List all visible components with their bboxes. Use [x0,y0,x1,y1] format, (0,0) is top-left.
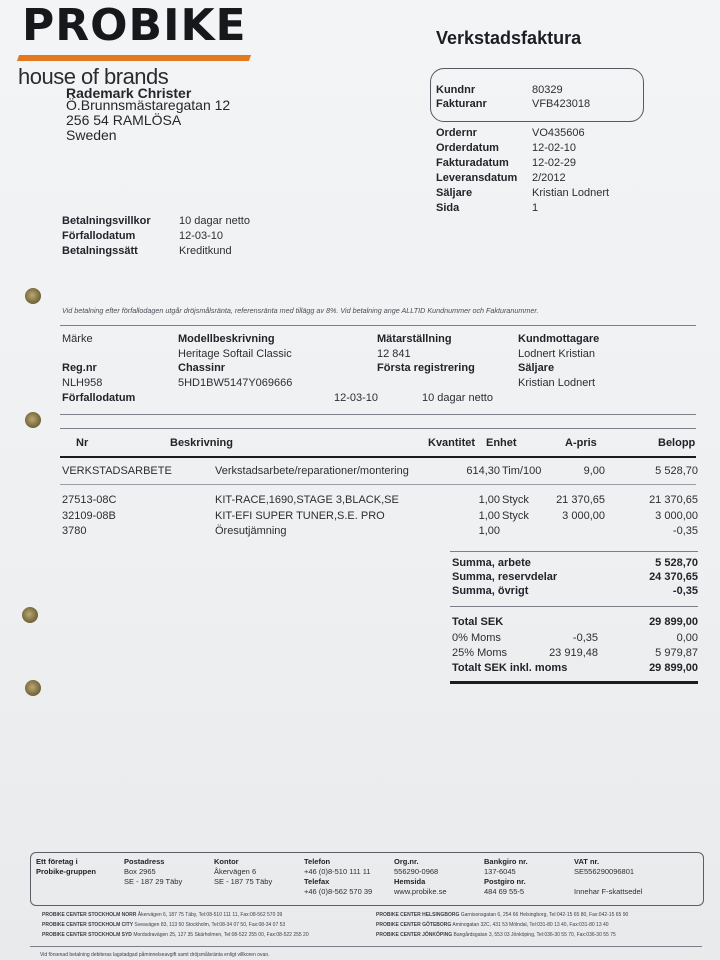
row-amount: 5 528,70 [655,465,698,477]
row-price: 3 000,00 [562,510,605,522]
kundnr-value: 80329 [532,84,563,96]
order-info [436,127,636,217]
divider [60,484,696,485]
total-sek-value: 29 899,00 [649,616,698,628]
divider [60,325,696,326]
col-header-belopp: Belopp [658,437,696,449]
divider [30,946,702,947]
summa-reservdelar-value: 24 370,65 [649,571,698,583]
vehicle-villkor-value: 10 dagar netto [422,392,493,404]
vehicle-saljare-label: Säljare [518,362,555,374]
row-desc: Verkstadsarbete/reparationer/montering [215,465,409,477]
moms0-value: 0,00 [676,632,698,644]
header-underline [60,456,696,458]
footer-postgiro-label: Postgiro nr. [484,877,526,886]
betalningssatt-value: Kreditkund [179,245,232,257]
modell-label: Modellbeskrivning [178,333,275,345]
row-desc: KIT-EFI SUPER TUNER,S.E. PRO [215,510,385,522]
col-header-kvantitet: Kvantitet [428,437,476,449]
recipient-street: Ö.Brunnsmästaregatan 12 [66,97,231,113]
footer-telefon: +46 (0)8-510 111 11 [304,867,371,876]
center-goteborg: PROBIKE CENTER GÖTEBORG Aminogatan 32C, 431 53 Mölndal, Tel:031-80 13 40, Fax:031-80 13 40 [376,922,609,928]
row-qty: 1,00 [478,510,500,522]
footer-company-line2: Probike-gruppen [36,867,97,876]
footer-kontor-1: Åkervägen 6 [214,867,257,876]
footer-bankgiro: 137-6045 [484,867,516,876]
footer-company-line1: Ett företag i [36,857,78,866]
grand-total-underline [450,681,698,684]
divider [60,428,696,429]
punch-hole [25,680,41,696]
row-nr: 3780 [62,525,87,537]
footer-telefax-label: Telefax [304,877,330,886]
kundmottagare-label: Kundmottagare [518,333,600,345]
sida-label: Sida [436,202,460,214]
footer-telefax: +46 (0)8-562 570 39 [304,887,373,896]
center-helsingborg: PROBIKE CENTER HELSINGBORG Garnisonsgatan 6, 254 66 Helsingborg, Tel:042-15 65 80, Fax:042-15 65 90 [376,912,629,918]
divider [450,606,698,607]
center-jonkoping: PROBIKE CENTER JÖNKÖPING Bangårdsgatan 3, 553 03 Jönköping, Tel:036-30 55 70, Fax:036-30 55 75 [376,932,616,938]
center-stockholm-syd: PROBIKE CENTER STOCKHOLM SYD Mordsdravägen 25, 127 35 Skärholmen, Tel:08-522 255 00, Fax:08-522 255 20 [42,932,309,938]
col-header-apris: A-pris [565,437,597,449]
row-desc: Öresutjämning [215,525,287,537]
betalningsvillkor-value: 10 dagar netto [179,215,250,227]
regnr-label: Reg.nr [62,362,97,374]
fakturanr-label: Fakturanr [436,98,487,110]
footer-bankgiro-label: Bankgiro nr. [484,857,528,866]
footer-postadress-label: Postadress [124,857,165,866]
kundnr-label: Kundnr [436,84,476,96]
moms25-label: 25% Moms [452,647,508,659]
footer-hemsida-label: Hemsida [394,877,426,886]
saljare-value: Kristian Lodnert [532,187,610,199]
footer-kontor-label: Kontor [214,857,239,866]
col-header-enhet: Enhet [486,437,517,449]
summa-ovrigt-label: Summa, övrigt [452,585,529,597]
center-stockholm-norr: PROBIKE CENTER STOCKHOLM NORR Åkervägen 6, 187 75 Täby, Tel:08-510 111 11, Fax:08-562 570 39 [42,912,283,918]
divider [450,551,698,552]
late-payment-notice: Vid betalning efter förfallodagen utgår dröjsmålsränta, referensränta med tillägg av 8%. Vid betalning ange ALLTID Kundnummer och Fakturanummer. [62,306,539,315]
vehicle-forfallodatum-value: 12-03-10 [334,392,379,404]
orderdatum-value: 12-02-10 [532,142,577,154]
recipient-country: Sweden [66,127,117,143]
row-unit: Styck [502,494,529,506]
recipient-city: 256 54 RAMLÖSA [66,112,182,128]
forsta-registrering-label: Första registrering [377,362,475,374]
orderdatum-label: Orderdatum [436,142,499,154]
bottom-note: Vid försenad betalning debiteras lagstadgad påminnelseavgift samt dröjsmålsränta enligt villkoren ovan. [40,952,270,958]
total-sek-label: Total SEK [452,616,504,628]
vehicle-saljare-value: Kristian Lodnert [518,377,596,389]
summa-ovrigt-value: -0,35 [672,585,698,597]
betalningssatt-label: Betalningssätt [62,245,138,257]
col-header-nr: Nr [76,437,89,449]
col-header-beskrivning: Beskrivning [170,437,233,449]
footer-fskatt: Innehar F-skattsedel [574,887,643,896]
chassinr-value: 5HD1BW5147Y069666 [178,377,293,389]
ordernr-label: Ordernr [436,127,477,139]
ordernr-value: VO435606 [532,127,585,139]
footer-postgiro: 484 69 55-5 [484,887,525,896]
logo-tagline: house of brands [18,64,169,89]
row-price: 9,00 [583,465,605,477]
sida-value: 1 [532,202,539,214]
modell-value: Heritage Softail Classic [178,348,292,360]
punch-hole [25,412,41,428]
footer-postadress-2: SE - 187 29 Täby [124,877,183,886]
summa-reservdelar-label: Summa, reservdelar [452,571,558,583]
leveransdatum-label: Leveransdatum [436,172,518,184]
fakturadatum-label: Fakturadatum [436,157,509,169]
row-nr: 32109-08B [62,510,116,522]
regnr-value: NLH958 [62,377,103,389]
summa-arbete-label: Summa, arbete [452,557,531,569]
moms25-value: 5 979,87 [655,647,698,659]
recipient-name: Rademark Christer [66,85,192,101]
chassinr-label: Chassinr [178,362,226,374]
center-stockholm-city: PROBIKE CENTER STOCKHOLM CITY Sveavägen 83, 113 50 Stockholm, Tel:08-34 07 50, Fax:08-34 07 53 [42,922,286,928]
logo-accent-bar [17,55,251,61]
row-qty: 614,30 [466,465,500,477]
summa-arbete-value: 5 528,70 [655,557,698,569]
footer-telefon-label: Telefon [304,857,331,866]
fakturadatum-value: 12-02-29 [532,157,577,169]
punch-hole [22,607,38,623]
row-amount: 3 000,00 [655,510,698,522]
saljare-label: Säljare [436,187,473,199]
betalningsvillkor-label: Betalningsvillkor [62,215,151,227]
footer-hemsida: www.probike.se [394,887,447,896]
footer-orgnr-label: Org.nr. [394,857,419,866]
leveransdatum-value: 2/2012 [532,172,566,184]
logo-wordmark: PROBIKE [22,0,247,51]
punch-hole [25,288,41,304]
row-qty: 1,00 [478,525,500,537]
matarstallning-label: Mätarställning [377,333,452,345]
row-price: 21 370,65 [556,494,605,506]
kundmottagare-value: Lodnert Kristian [518,348,596,360]
document-title: Verkstadsfaktura [436,28,582,48]
divider [60,414,696,415]
forfallodatum-value: 12-03-10 [179,230,224,242]
footer-postadress-1: Box 2965 [124,867,156,876]
row-amount: 21 370,65 [649,494,698,506]
row-amount: -0,35 [672,525,698,537]
row-nr: 27513-08C [62,494,117,506]
footer-vat: SE556290096801 [574,867,635,876]
footer-orgnr: 556290-0968 [394,867,439,876]
grand-total-value: 29 899,00 [649,662,698,674]
marke-label: Märke [62,333,93,345]
vehicle-forfallodatum-label: Förfallodatum [62,392,136,404]
grand-total-label: Totalt SEK inkl. moms [452,662,568,674]
payment-terms [62,215,322,260]
matarstallning-value: 12 841 [377,348,411,360]
row-nr: VERKSTADSARBETE [62,465,172,477]
row-unit: Styck [502,510,529,522]
footer-kontor-2: SE - 187 75 Täby [214,877,273,886]
row-unit: Tim/100 [502,465,542,477]
moms0-base: -0,35 [572,632,598,644]
row-desc: KIT-RACE,1690,STAGE 3,BLACK,SE [215,494,399,506]
forfallodatum-label: Förfallodatum [62,230,136,242]
footer-vat-label: VAT nr. [574,857,600,866]
moms25-base: 23 919,48 [549,647,598,659]
row-qty: 1,00 [478,494,500,506]
fakturanr-value: VFB423018 [532,98,591,110]
moms0-label: 0% Moms [452,632,501,644]
